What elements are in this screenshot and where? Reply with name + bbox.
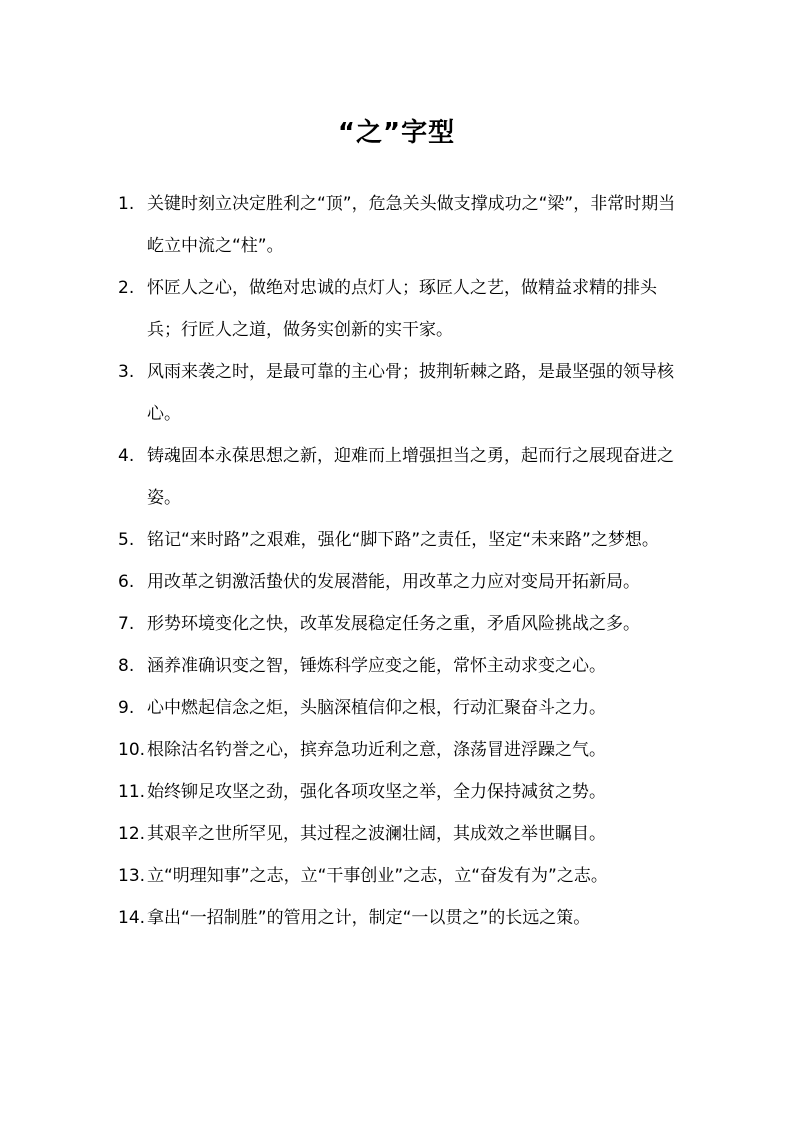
item-number: 13. [118,866,146,886]
list-item [118,897,678,939]
item-text: 始终铆足攻坚之劲，强化各项攻坚之举，全力保持减贫之势。 [147,782,606,802]
list-item [118,435,678,519]
list-item [118,519,678,561]
list-item [118,561,678,603]
item-text: 涵养准确识变之智，锤炼科学应变之能，常怀主动求变之心。 [147,656,606,676]
item-text: 立“明理知事”之志，立“干事创业”之志，立“奋发有为”之志。 [147,866,608,886]
item-text: 关键时刻立决定胜利之“顶”，危急关头做支撑成功之“梁”，非常时期当屹立中流之“柱”。 [147,194,676,256]
item-number: 4. [118,446,135,466]
item-number: 14. [118,908,146,928]
item-number: 9. [118,698,135,718]
list-item [118,645,678,687]
item-text: 铭记“来时路”之艰难，强化“脚下路”之责任，坚定“未来路”之梦想。 [147,530,659,550]
list-item [118,351,678,435]
item-number: 3. [118,362,135,382]
item-text: 其艰辛之世所罕见，其过程之波澜壮阔，其成效之举世瞩目。 [147,824,606,844]
item-text: 用改革之钥激活蛰伏的发展潜能，用改革之力应对变局开拓新局。 [147,572,640,592]
item-text: 铸魂固本永葆思想之新，迎难而上增强担当之勇，起而行之展现奋进之姿。 [147,446,674,508]
list-item [118,603,678,645]
item-text: 根除沽名钓誉之心，摈弃急功近利之意，涤荡冒进浮躁之气。 [147,740,606,760]
list-item [118,183,678,267]
item-text: 怀匠人之心，做绝对忠诚的点灯人；琢匠人之艺，做精益求精的排头兵；行匠人之道，做务实创新的实干家。 [147,278,657,340]
item-number: 6. [118,572,135,592]
item-number: 12. [118,824,146,844]
item-number: 10. [118,740,146,760]
list-item [118,267,678,351]
list-item [118,813,678,855]
sentence-list [118,183,678,939]
list-item [118,855,678,897]
item-number: 8. [118,656,135,676]
list-item [118,729,678,771]
item-number: 7. [118,614,135,634]
item-text: 拿出“一招制胜”的管用之计，制定“一以贯之”的长远之策。 [147,908,591,928]
item-number: 1. [118,194,135,214]
list-item [118,687,678,729]
item-text: 心中燃起信念之炬，头脑深植信仰之根，行动汇聚奋斗之力。 [147,698,606,718]
document-title: “之”字型 [337,118,456,148]
item-number: 11. [118,782,146,802]
list-item [118,771,678,813]
item-text: 形势环境变化之快，改革发展稳定任务之重，矛盾风险挑战之多。 [147,614,640,634]
item-number: 5. [118,530,135,550]
item-number: 2. [118,278,135,298]
item-text: 风雨来袭之时，是最可靠的主心骨；披荆斩棘之路，是最坚强的领导核心。 [147,362,674,424]
